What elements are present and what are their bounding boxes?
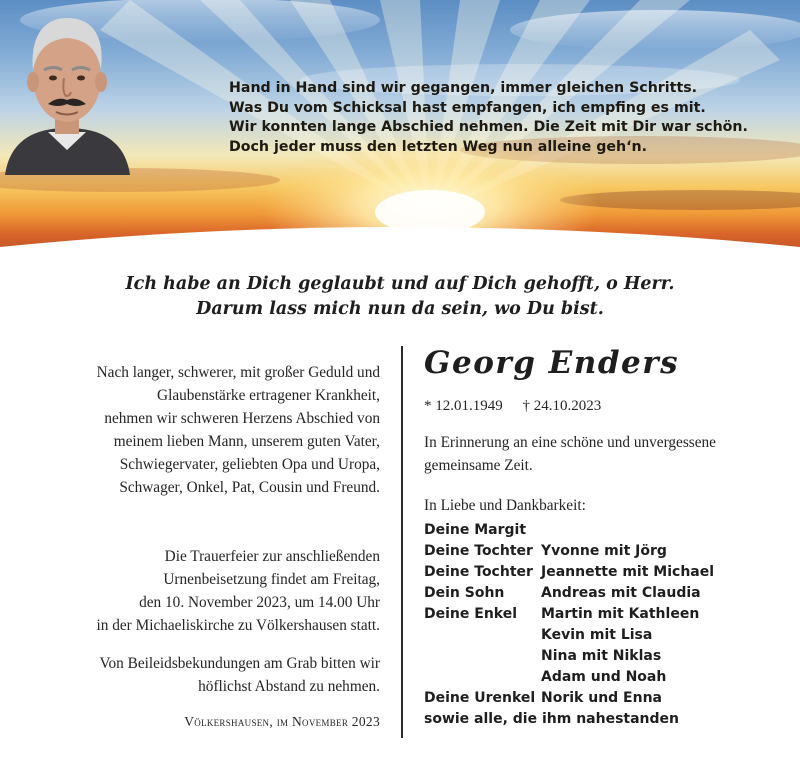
text-line: höflichst Abstand zu nehmen. [198, 678, 380, 695]
family-row [424, 604, 784, 625]
text-line: den 10. November 2023, um 14.00 Uhr [139, 594, 380, 611]
poem-line: Was Du vom Schicksal hast empfangen, ich empfing es mit. [229, 99, 706, 116]
condolence-note-paragraph [30, 652, 380, 698]
family-row [424, 709, 784, 730]
family-row [424, 625, 784, 646]
family-names: Martin mit Kathleen [541, 606, 700, 622]
announcement-paragraph [30, 361, 380, 499]
text-line: Die Trauerfeier zur anschließenden [164, 548, 380, 565]
family-relation [424, 646, 541, 667]
family-names: Nina mit Niklas [541, 648, 662, 664]
text-line: Schwiegervater, geliebten Opa und Uropa, [119, 456, 380, 473]
portrait-photo [0, 0, 135, 175]
deceased-name: Georg Enders [424, 345, 680, 381]
verse-line-1: Ich habe an Dich geglaubt und auf Dich gehofft, o Herr. [125, 274, 675, 294]
birth-date: * 12.01.1949 [424, 398, 503, 414]
text-line: meinem lieben Mann, unserem guten Vater, [113, 433, 380, 450]
family-relation [424, 625, 541, 646]
text-line: in der Michaeliskirche zu Völkershausen statt. [96, 617, 380, 634]
death-date: † 24.10.2023 [522, 398, 602, 414]
poem-line: Doch jeder muss den letzten Weg nun alleine geh‘n. [229, 138, 647, 155]
family-row [424, 541, 784, 562]
family-names: Jeannette mit Michael [541, 564, 715, 580]
family-row [424, 583, 784, 604]
family-relation: Deine Margit [424, 522, 527, 538]
family-relation: Deine Tochter [424, 564, 533, 580]
poem-block [229, 79, 789, 157]
family-row [424, 520, 784, 541]
text-line: Glaubenstärke ertragener Krankheit, [157, 387, 380, 404]
sunset-sky-banner [0, 0, 800, 260]
verse-line-2: Darum lass mich nun da sein, wo Du bist. [196, 299, 604, 319]
family-names: Yvonne mit Jörg [541, 543, 667, 559]
family-row [424, 667, 784, 688]
text-line: Urnenbeisetzung findet am Freitag, [163, 571, 380, 588]
family-relation: Deine Tochter [424, 543, 533, 559]
family-relation: Deine Urenkel [424, 690, 536, 706]
family-row [424, 562, 784, 583]
text-line: Nach langer, schwerer, mit großer Geduld und [96, 364, 380, 381]
text-line: Von Beileidsbekundungen am Grab bitten wir [99, 655, 380, 672]
family-list [424, 520, 784, 730]
family-names: Andreas mit Claudia [541, 585, 701, 601]
left-column [30, 361, 380, 729]
funeral-details-paragraph [30, 545, 380, 637]
thanks-text: In Liebe und Dankbarkeit: [424, 497, 586, 514]
family-relation [424, 667, 541, 688]
family-relation: Deine Enkel [424, 606, 518, 622]
family-relation: Dein Sohn [424, 585, 505, 601]
text-line: nehmen wir schweren Herzens Abschied von [104, 410, 380, 427]
life-dates [424, 398, 617, 415]
bible-verse [0, 272, 800, 322]
family-row [424, 646, 784, 667]
poem-line: Hand in Hand sind wir gegangen, immer gleichen Schritts. [229, 80, 698, 96]
poem-line: Wir konnten lange Abschied nehmen. Die Zeit mit Dir war schön. [229, 119, 748, 135]
family-names: Adam und Noah [541, 669, 667, 685]
family-row [424, 688, 784, 709]
column-divider [401, 346, 403, 738]
text-line: Schwager, Onkel, Pat, Cousin und Freund. [119, 479, 380, 496]
place-date-line [30, 710, 380, 733]
family-names: Kevin mit Lisa [541, 627, 653, 643]
place-date-text: Völkershausen, im November 2023 [184, 714, 380, 729]
family-names: Norik und Enna [541, 690, 662, 706]
memory-text: In Erinnerung an eine schöne und unvergessene gemeinsame Zeit. [424, 434, 716, 474]
family-relation: sowie alle, die ihm nahestanden [424, 711, 680, 727]
